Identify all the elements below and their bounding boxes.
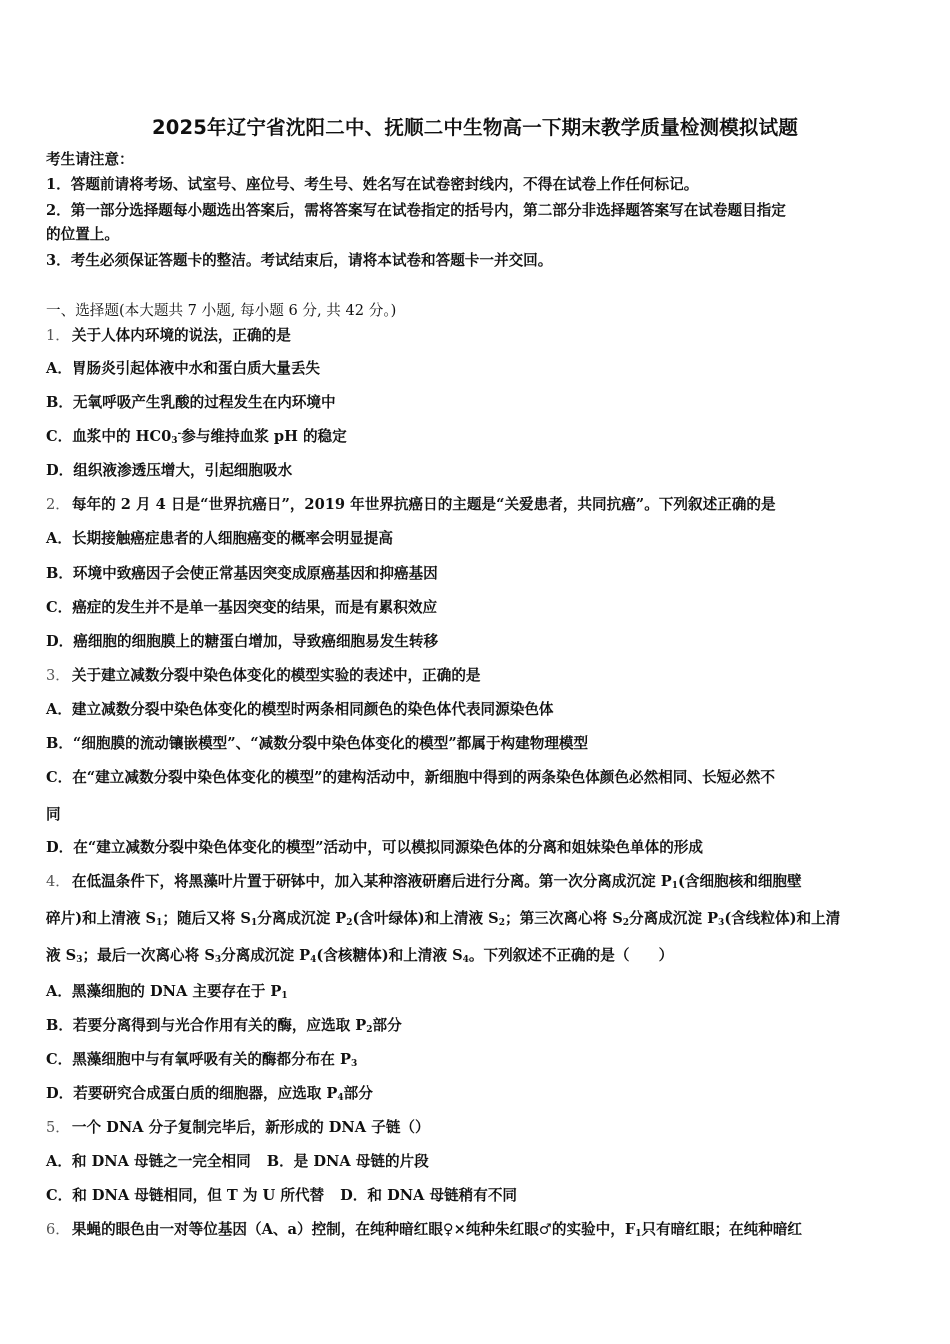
q1-option-a: A．胃肠炎引起体液中水和蛋白质大量丢失 [46,360,321,377]
subscript: 2 [622,918,630,928]
question-4 [46,872,802,892]
q1-option-b: B．无氧呼吸产生乳酸的过程发生在内环境中 [46,394,336,411]
q4-option-a [46,982,288,1002]
option-text: 部分 [372,1017,402,1034]
section-heading: 一、选择题(本大题共 7 小题, 每小题 6 分, 共 42 分。) [46,302,397,319]
page-title: 2025年辽宁省沈阳二中、抚顺二中生物高一下期末教学质量检测模拟试题 [151,116,799,139]
question-4-line-3 [46,946,673,966]
q3-option-d: D．在“建立减数分裂中染色体变化的模型”活动中，可以模拟同源染色体的分离和姐妹染色单体的形成 [46,839,703,856]
q5-option-c: C．和 DNA 母链相同，但 T 为 U 所代替 [46,1187,325,1204]
question-stem: 只有暗红眼；在纯种暗红 [641,1221,803,1238]
subscript: 4 [310,955,317,965]
q2-option-b: B．环境中致癌因子会使正常基因突变成原癌基因和抑癌基因 [46,565,438,582]
stem-text: (含叶绿体)和上清液 S [352,910,499,927]
stem-text: 碎片)和上清液 S [46,910,157,927]
stem-text: 。下列叙述不正确的是（ ） [468,947,674,964]
subscript: 3 [350,1059,358,1069]
subscript: 2 [366,1025,373,1035]
subscript: 1 [635,1229,642,1239]
subscript: 4 [337,1093,344,1103]
q2-option-c: C．癌症的发生并不是单一基因突变的结果，而是有累积效应 [46,599,438,616]
option-text: 参与维持血浆 pH 的稳定 [181,428,347,445]
notice-item-1: 1．答题前请将考场、试室号、座位号、考生号、姓名写在试卷密封线内，不得在试卷上作任何标记。 [46,176,699,193]
question-3 [46,666,481,686]
option-text: A．黑藻细胞的 DNA 主要存在于 P [46,983,282,1000]
subscript: 4 [462,955,469,965]
question-stem: 果蝇的眼色由一对等位基因（A、a）控制，在纯种暗红眼♀×纯种朱红眼♂的实验中，F [71,1221,636,1238]
question-5 [46,1118,430,1138]
superscript: - [177,429,182,439]
question-stem: 每年的 2 月 4 日是“世界抗癌日”，2019 年世界抗癌日的主题是“关爱患者，共同抗癌”。下列叙述正确的是 [71,496,776,513]
question-stem: (含细胞核和细胞壁 [677,873,802,890]
question-6 [46,1220,802,1240]
q2-option-a: A．长期接触癌症患者的人细胞癌变的概率会明显提高 [46,530,393,547]
q5-options-cd [46,1186,517,1206]
q4-option-b [46,1016,402,1036]
q3-option-b: B．“细胞膜的流动镶嵌模型”、“减数分裂中染色体变化的模型”都属于构建物理模型 [46,735,589,752]
q5-option-b: B．是 DNA 母链的片段 [266,1153,429,1170]
q4-option-d [46,1084,373,1104]
option-text: D．若要研究合成蛋白质的细胞器，应选取 P [46,1085,338,1102]
question-number: 5． [46,1119,70,1136]
question-4-line-2 [46,909,840,929]
q5-option-d: D．和 DNA 母链稍有不同 [340,1187,518,1204]
question-number: 4． [46,873,70,890]
stem-text: 分离成沉淀 P [257,910,347,927]
q1-option-c [46,427,347,447]
option-text: C．血浆中的 HC0 [46,428,172,445]
subscript: 1 [250,918,258,928]
stem-text: 分离成沉淀 P [629,910,719,927]
subscript: 3 [171,436,178,446]
q5-option-a: A．和 DNA 母链之一完全相同 [46,1153,251,1170]
stem-text: (含核糖体)和上清液 S [316,947,463,964]
subscript: 1 [156,918,163,928]
stem-text: ；最后一次离心将 S [82,947,215,964]
subscript: 2 [346,918,353,928]
question-stem: 一个 DNA 分子复制完毕后，新形成的 DNA 子链（） [71,1119,430,1136]
option-text: C．黑藻细胞中与有氧呼吸有关的酶都分布在 P [46,1051,351,1068]
subscript: 1 [671,881,678,891]
subscript: 3 [76,955,83,965]
option-text: 部分 [343,1085,373,1102]
stem-text: (含线粒体)和上清 [724,910,841,927]
subscript: 1 [281,991,288,1001]
stem-text: 分离成沉淀 P [221,947,311,964]
question-number: 3． [46,667,70,684]
question-stem: 关于人体内环境的说法，正确的是 [71,327,291,344]
stem-text: ；随后又将 S [162,910,251,927]
question-1 [46,326,291,346]
question-stem: 关于建立减数分裂中染色体变化的模型实验的表述中，正确的是 [71,667,481,684]
question-2 [46,495,776,515]
q1-option-d: D．组织液渗透压增大，引起细胞吸水 [46,462,293,479]
subscript: 3 [718,918,725,928]
question-number: 2． [46,496,70,513]
subscript: 3 [214,955,222,965]
q3-option-c: C．在“建立减数分裂中染色体变化的模型”的建构活动中，新细胞中得到的两条染色体颜色必然相同、长短必然不 [46,769,775,786]
q3-option-c-cont: 同 [46,806,61,823]
notice-item-2-cont: 的位置上。 [46,226,119,243]
q3-option-a: A．建立减数分裂中染色体变化的模型时两条相同颜色的染色体代表同源染色体 [46,701,554,718]
notice-heading: 考生请注意： [46,151,134,168]
question-number: 6． [46,1221,70,1238]
question-number: 1． [46,327,70,344]
q2-option-d: D．癌细胞的细胞膜上的糖蛋白增加，导致癌细胞易发生转移 [46,633,439,650]
option-text: B．若要分离得到与光合作用有关的酶，应选取 P [46,1017,367,1034]
stem-text: ；第三次离心将 S [504,910,623,927]
question-stem: 在低温条件下，将黑藻叶片置于研钵中，加入某种溶液研磨后进行分离。第一次分离成沉淀 P [71,873,672,890]
q4-option-c [46,1050,357,1070]
stem-text: 液 S [46,947,77,964]
subscript: 2 [498,918,505,928]
notice-item-3: 3．考生必须保证答题卡的整洁。考试结束后，请将本试卷和答题卡一并交回。 [46,252,553,269]
q5-options-ab [46,1152,429,1172]
notice-item-2: 2．第一部分选择题每小题选出答案后，需将答案写在试卷指定的括号内，第二部分非选择题答案写在试卷题目指定 [46,202,786,219]
